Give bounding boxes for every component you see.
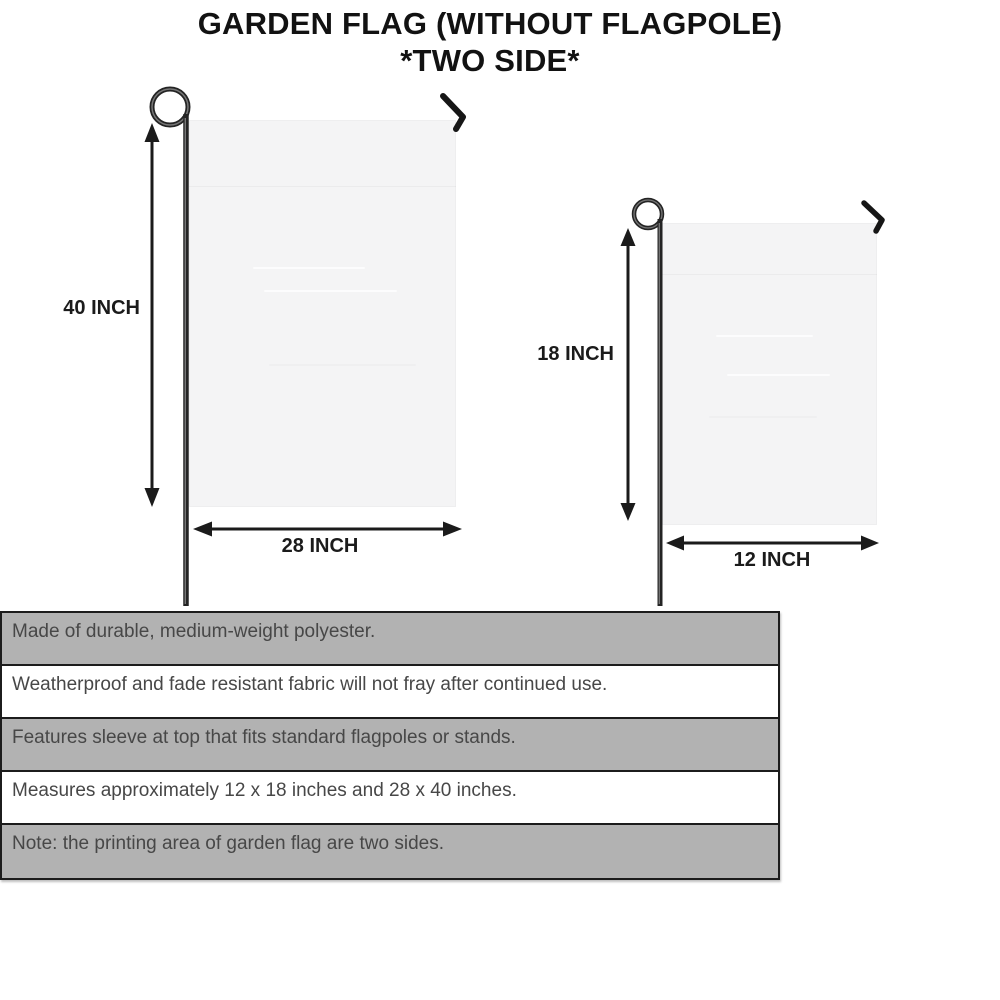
small-flag-height-arrow <box>621 228 636 521</box>
pole-loop-icon <box>634 200 662 228</box>
small-flag-fabric <box>662 223 877 525</box>
pole-loop-highlight <box>152 89 188 125</box>
fabric-wrinkle <box>269 364 416 366</box>
small-flag-sleeve-seam <box>662 274 877 275</box>
feature-row: Made of durable, medium-weight polyester. <box>2 613 778 666</box>
small-flag-width-label: 12 INCH <box>733 549 811 571</box>
fabric-wrinkle <box>727 374 830 376</box>
fabric-wrinkle <box>709 416 817 418</box>
small-flag-height-label: 18 INCH <box>537 343 614 365</box>
title-line-1: GARDEN FLAG (WITHOUT FLAGPOLE) <box>197 6 783 41</box>
feature-row: Features sleeve at top that fits standard flagpoles or stands. <box>2 719 778 772</box>
large-flag-height-label: 40 INCH <box>63 297 140 319</box>
fabric-wrinkle <box>253 267 365 269</box>
pole-loop-highlight <box>634 200 662 228</box>
features-table <box>0 611 780 880</box>
feature-row: Weatherproof and fade resistant fabric will not fray after continued use. <box>2 666 778 719</box>
fabric-wrinkle <box>264 290 398 292</box>
feature-row: Note: the printing area of garden flag are two sides. <box>2 825 778 878</box>
large-flag-height-arrow <box>145 123 160 507</box>
page-title <box>0 5 980 79</box>
large-flag-sleeve-seam <box>189 186 456 187</box>
large-flag-fabric <box>189 120 456 507</box>
title-line-2: *TWO SIDE* <box>400 43 580 78</box>
large-flag-width-label: 28 INCH <box>281 535 359 557</box>
pole-loop-icon <box>152 89 188 125</box>
feature-row: Measures approximately 12 x 18 inches and 28 x 40 inches. <box>2 772 778 825</box>
fabric-wrinkle <box>716 335 813 337</box>
